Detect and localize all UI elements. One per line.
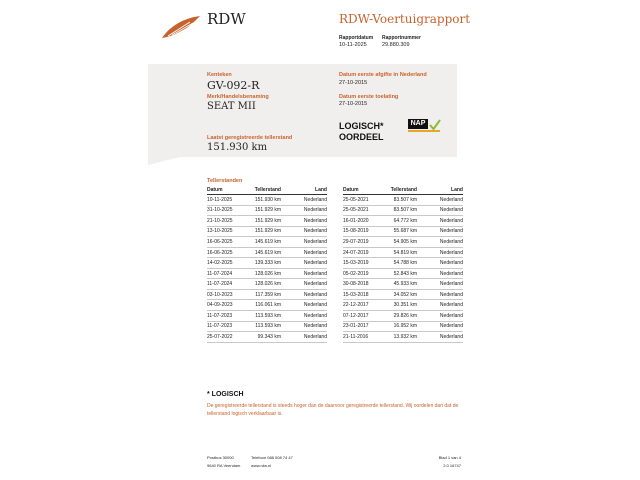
table-row [207, 195, 327, 206]
cell-date: 29-07-2019 [343, 237, 389, 248]
cell-date: 22-12-2017 [343, 300, 389, 311]
table-row [343, 216, 463, 227]
cell-date: 14-02-2025 [207, 258, 253, 269]
odometer-label: Laatst geregistreerde tellerstand [207, 135, 293, 141]
odometer-value: 151.930 km [207, 142, 268, 153]
cell-country: Nederland [417, 258, 463, 269]
cell-reading: 151.929 km [253, 205, 281, 216]
table-row [343, 195, 463, 206]
cell-country: Nederland [417, 216, 463, 227]
cell-country: Nederland [281, 268, 327, 279]
rdw-logo-icon [160, 14, 202, 42]
cell-country: Nederland [281, 195, 327, 206]
table-row [207, 226, 327, 237]
report-date-label: Rapportdatum [339, 35, 374, 41]
cell-reading: 145.619 km [253, 247, 281, 258]
report-date-value: 10-11-2025 [339, 42, 367, 48]
brand-label: Merk/Handelsbenaming [207, 94, 269, 100]
cell-date: 11-07-2024 [207, 279, 253, 290]
table-row [343, 300, 463, 311]
table-row [207, 247, 327, 258]
cell-country: Nederland [417, 279, 463, 290]
cell-country: Nederland [281, 332, 327, 343]
cell-reading: 151.930 km [253, 195, 281, 206]
cell-reading: 45.933 km [389, 279, 417, 290]
cell-reading: 128.026 km [253, 268, 281, 279]
cell-date: 25-05-2021 [343, 205, 389, 216]
cell-reading: 83.507 km [389, 205, 417, 216]
table-row [343, 311, 463, 322]
footer-page: Blad 1 van 4 [438, 455, 461, 460]
cell-date: 07-12-2017 [343, 311, 389, 322]
cell-country: Nederland [281, 258, 327, 269]
table-row [207, 237, 327, 248]
cell-country: Nederland [417, 237, 463, 248]
cell-reading: 52.843 km [389, 268, 417, 279]
table-row [343, 321, 463, 332]
cell-date: 23-01-2017 [343, 321, 389, 332]
table-row [207, 216, 327, 227]
cell-date: 03-10-2023 [207, 289, 253, 300]
cell-date: 11-07-2023 [207, 311, 253, 322]
table-row [343, 332, 463, 343]
cell-reading: 116.061 km [253, 300, 281, 311]
first-admission-value: 27-10-2015 [339, 80, 368, 86]
cell-reading: 128.026 km [253, 279, 281, 290]
table-row [207, 279, 327, 290]
cell-country: Nederland [281, 205, 327, 216]
nap-badge [408, 119, 440, 132]
cell-country: Nederland [281, 226, 327, 237]
cell-country: Nederland [281, 289, 327, 300]
plate-label: Kenteken [207, 72, 232, 78]
odometer-table-left [207, 186, 327, 343]
cell-date: 16-06-2025 [207, 247, 253, 258]
report-number-label: Rapportnummer [382, 35, 421, 41]
table-row [343, 237, 463, 248]
cell-reading: 34.052 km [389, 289, 417, 300]
nap-underline [408, 130, 440, 132]
nap-label: NAP [408, 119, 428, 129]
footer-postbus: Postbus 30000 [207, 455, 234, 460]
report-number-value: 29.880.309 [382, 42, 410, 48]
table-row [207, 268, 327, 279]
cell-country: Nederland [281, 279, 327, 290]
cell-date: 16-01-2020 [343, 216, 389, 227]
table-row [343, 258, 463, 269]
footer-phone: Telefoon 088 008 74 47 [251, 455, 293, 460]
plate-value: GV-092-R [207, 79, 260, 92]
table-row [207, 311, 327, 322]
cell-country: Nederland [417, 332, 463, 343]
cell-date: 10-11-2025 [207, 195, 253, 206]
cell-country: Nederland [281, 237, 327, 248]
first-registration-label: Datum eerste toelating [339, 94, 399, 100]
cell-reading: 99.343 km [253, 332, 281, 343]
cell-date: 11-07-2024 [207, 268, 253, 279]
table-row [207, 258, 327, 269]
footnote-heading: * LOGISCH [207, 391, 244, 398]
cell-reading: 29.826 km [389, 311, 417, 322]
cell-reading: 54.819 km [389, 247, 417, 258]
table-row [343, 268, 463, 279]
cell-country: Nederland [417, 321, 463, 332]
cell-country: Nederland [417, 226, 463, 237]
document-title: RDW-Voertuigrapport [339, 12, 471, 26]
cell-reading: 13.932 km [389, 332, 417, 343]
verdict-line2: OORDEEL [339, 132, 384, 142]
cell-country: Nederland [417, 247, 463, 258]
cell-country: Nederland [417, 289, 463, 300]
cell-date: 24-07-2019 [343, 247, 389, 258]
cell-date: 25-05-2021 [343, 195, 389, 206]
odometer-section-title: Tellerstanden [207, 178, 243, 184]
table-row [207, 321, 327, 332]
table-row [343, 247, 463, 258]
cell-date: 31-10-2025 [207, 205, 253, 216]
cell-date: 25-07-2022 [207, 332, 253, 343]
table-row [343, 289, 463, 300]
col-reading-header: Tellerstand [390, 187, 417, 193]
cell-date: 11-07-2023 [207, 321, 253, 332]
cell-country: Nederland [281, 300, 327, 311]
table-row [343, 279, 463, 290]
table-row [343, 226, 463, 237]
odometer-table-right [343, 186, 463, 343]
footer-website: www.rdw.nl [251, 463, 272, 468]
cell-date: 04-09-2023 [207, 300, 253, 311]
cell-country: Nederland [417, 268, 463, 279]
cell-date: 15-03-2019 [343, 258, 389, 269]
table-header-row [343, 186, 463, 195]
cell-reading: 139.333 km [253, 258, 281, 269]
brand-value: SEAT MII [207, 101, 256, 112]
table-row [207, 300, 327, 311]
table-header-row [207, 186, 327, 195]
cell-date: 15-03-2018 [343, 289, 389, 300]
first-registration-value: 27-10-2015 [339, 101, 368, 107]
cell-reading: 55.687 km [389, 226, 417, 237]
cell-reading: 54.905 km [389, 237, 417, 248]
footnote-text: De geregistreerde tellerstand is steeds hoger dan de daarvoor geregistreerde tellerstand. Wij oordelen dan dat de tellerstand logisch verklaarbaar is. [207, 403, 459, 417]
cell-date: 15-08-2019 [343, 226, 389, 237]
col-country-header: Land [417, 186, 463, 195]
panel-tail [148, 157, 180, 165]
cell-date: 21-11-2016 [343, 332, 389, 343]
footer-city: 9640 RA Veendam [207, 463, 241, 468]
cell-reading: 30.351 km [389, 300, 417, 311]
table-row [207, 289, 327, 300]
col-date-header: Datum [343, 186, 389, 195]
footer-code: 2.0 16747 [443, 463, 461, 468]
cell-date: 30-08-2018 [343, 279, 389, 290]
table-row [343, 205, 463, 216]
cell-reading: 117.359 km [253, 289, 281, 300]
cell-date: 21-10-2025 [207, 216, 253, 227]
cell-country: Nederland [281, 247, 327, 258]
brand-name: RDW [207, 10, 246, 28]
cell-reading: 113.593 km [253, 321, 281, 332]
cell-date: 05-02-2019 [343, 268, 389, 279]
table-row [207, 205, 327, 216]
cell-reading: 145.619 km [253, 237, 281, 248]
cell-country: Nederland [417, 311, 463, 322]
cell-country: Nederland [281, 311, 327, 322]
cell-reading: 151.929 km [253, 216, 281, 227]
col-date-header: Datum [207, 186, 253, 195]
col-reading-header: Tellerstand [254, 187, 281, 193]
verdict-line1: LOGISCH* [339, 121, 384, 131]
cell-country: Nederland [417, 195, 463, 206]
cell-date: 13-10-2025 [207, 226, 253, 237]
cell-reading: 151.929 km [253, 226, 281, 237]
cell-reading: 64.772 km [389, 216, 417, 227]
cell-reading: 113.593 km [253, 311, 281, 322]
cell-reading: 83.507 km [389, 195, 417, 206]
cell-date: 16-06-2025 [207, 237, 253, 248]
col-country-header: Land [281, 186, 327, 195]
cell-reading: 16.952 km [389, 321, 417, 332]
cell-reading: 54.788 km [389, 258, 417, 269]
cell-country: Nederland [417, 300, 463, 311]
cell-country: Nederland [281, 321, 327, 332]
first-admission-label: Datum eerste afgifte in Nederland [339, 72, 427, 78]
cell-country: Nederland [281, 216, 327, 227]
table-row [207, 332, 327, 343]
cell-country: Nederland [417, 205, 463, 216]
